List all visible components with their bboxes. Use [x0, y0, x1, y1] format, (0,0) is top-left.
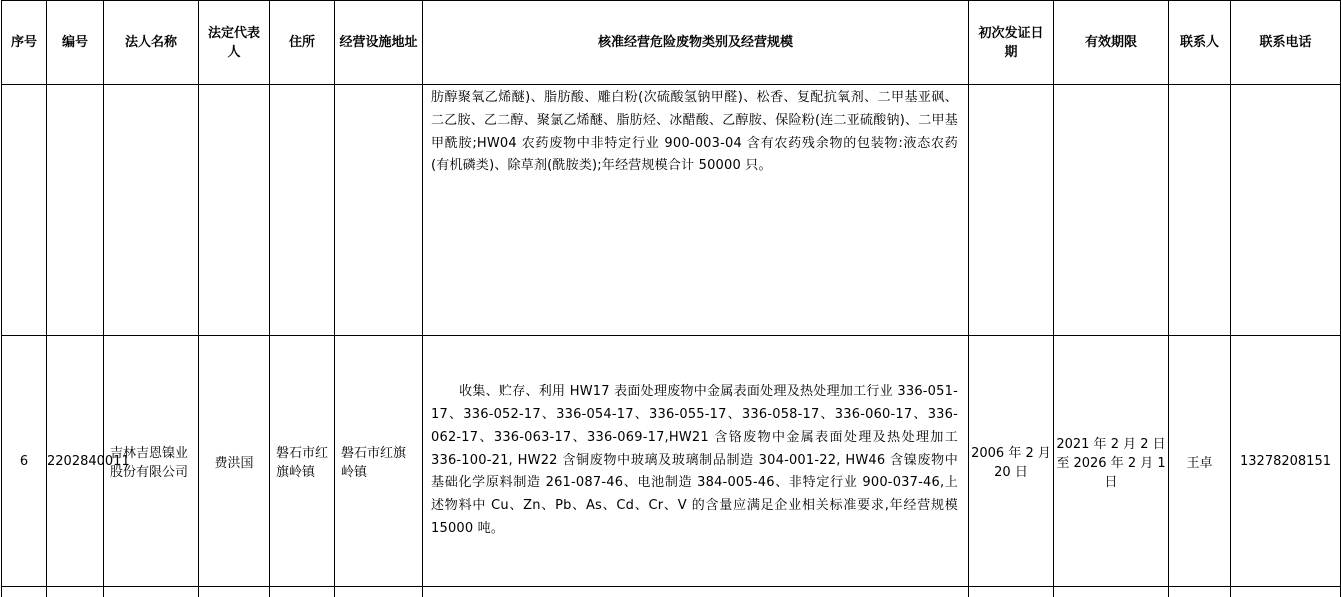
cell-company — [104, 85, 199, 336]
cell-phone — [1231, 85, 1341, 336]
cell-seq: 6 — [2, 336, 47, 587]
hazardous-waste-permit-table — [1, 0, 1341, 597]
cell-first-issue: 2006 年 2 月 20 日 — [969, 336, 1054, 587]
header-address: 住所 — [270, 1, 335, 85]
header-company: 法人名称 — [104, 1, 199, 85]
cell-scope — [423, 336, 969, 587]
cell-validity: 2021 年 2 月 2 日至 2026 年 2 月 1 日 — [1054, 336, 1169, 587]
cell-code: 2202840011 — [47, 336, 104, 587]
cell-address — [270, 85, 335, 336]
header-validity: 有效期限 — [1054, 1, 1169, 85]
header-seq: 序号 — [2, 1, 47, 85]
cell-phone: 13278208151 — [1231, 336, 1341, 587]
cell-legal-rep: 费洪国 — [199, 336, 270, 587]
cell-facility — [335, 85, 423, 336]
cell-first-issue — [969, 85, 1054, 336]
header-code: 编号 — [47, 1, 104, 85]
header-contact: 联系人 — [1169, 1, 1231, 85]
table-row — [2, 336, 1341, 587]
header-phone: 联系电话 — [1231, 1, 1341, 85]
header-legal-rep: 法定代表人 — [199, 1, 270, 85]
next-row-partial — [2, 587, 1341, 597]
cell-seq — [2, 85, 47, 336]
cell-address: 磐石市红旗岭镇 — [270, 336, 335, 587]
cell-company: 吉林吉恩镍业股份有限公司 — [104, 336, 199, 587]
cell-facility: 磐石市红旗岭镇 — [335, 336, 423, 587]
cell-scope-text: 收集、贮存、利用 HW17 表面处理废物中金属表面处理及热处理加工行业 336-051-17、336-052-17、336-054-17、336-055-17、336-058-17、336-060-17、336-062-17、336-063-17、336-069-17,HW21 含铬废物中金属表面处理及热处理加工 336-100-21, HW22 含铜废物中玻璃及玻璃制品制造 304-001-22, HW46 含镍废物中基础化学原料制造 261-087-46、电池制造 384-005-46、非特定行业 900-037-46,上述物料中 Cu、Zn、Pb、As、Cd、Cr、V 的含量应满足企业相关标准要求,年经营规模 15000 吨。 — [431, 384, 958, 536]
cell-validity — [1054, 85, 1169, 336]
cell-contact — [1169, 85, 1231, 336]
table-row — [2, 85, 1341, 336]
cell-legal-rep — [199, 85, 270, 336]
cell-scope: 肪醇聚氧乙烯醚)、脂肪酸、雕白粉(次硫酸氢钠甲醛)、松香、复配抗氧剂、二甲基亚砜、二乙胺、乙二醇、聚氯乙烯醚、脂肪烃、冰醋酸、乙醇胺、保险粉(连二亚硫酸钠)、二甲基甲酰胺;HW04 农药废物中非特定行业 900-003-04 含有农药残余物的包装物:液态农药(有机磷类)、除草剂(酰胺类);年经营规模合计 50000 只。 — [423, 85, 969, 336]
cell-code — [47, 85, 104, 336]
header-row — [2, 1, 1341, 85]
header-scope: 核准经营危险废物类别及经营规模 — [423, 1, 969, 85]
cell-contact: 王卓 — [1169, 336, 1231, 587]
header-facility: 经营设施地址 — [335, 1, 423, 85]
header-first-issue: 初次发证日期 — [969, 1, 1054, 85]
